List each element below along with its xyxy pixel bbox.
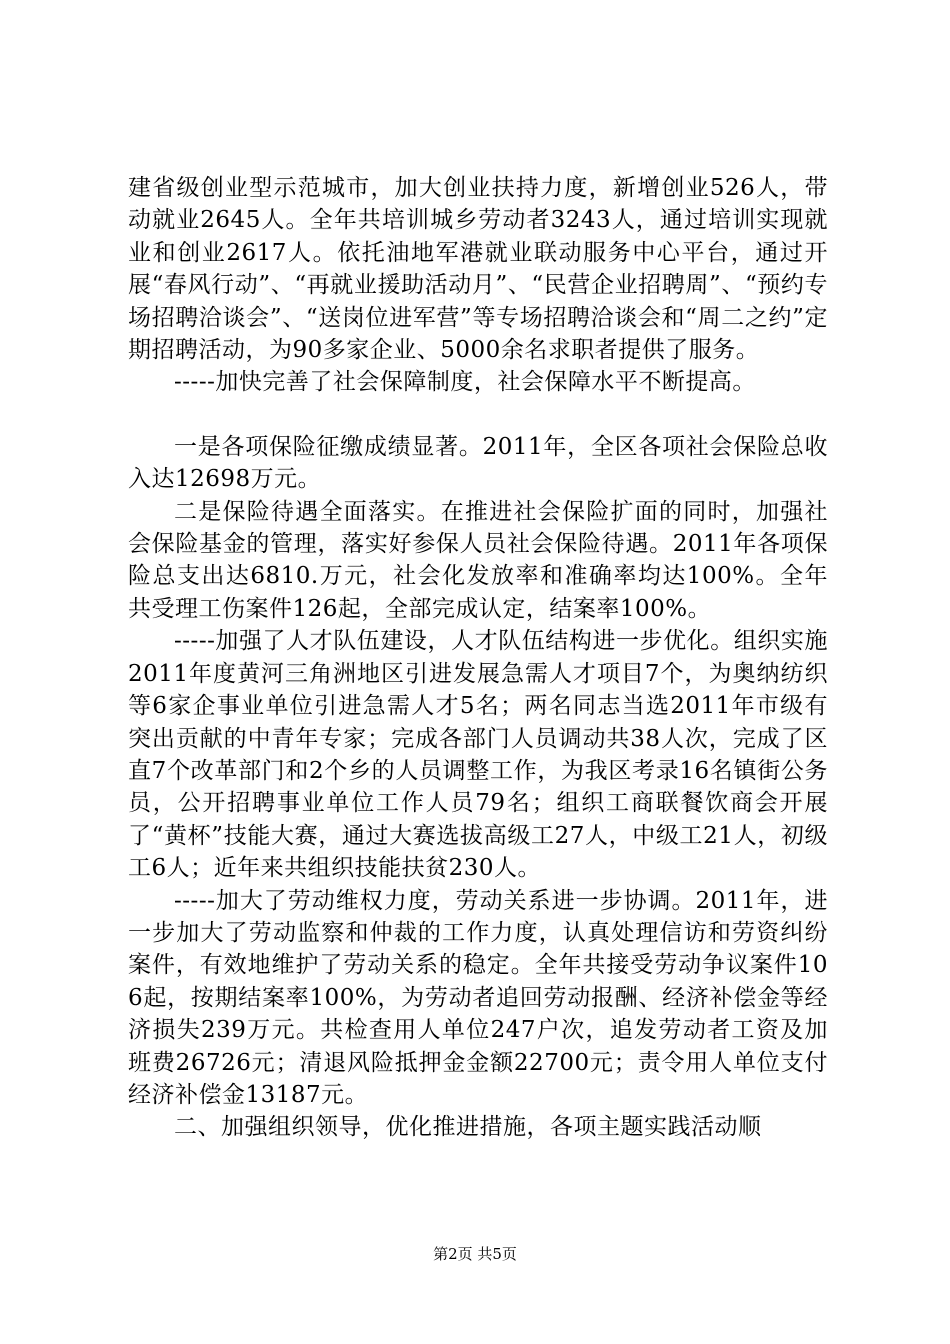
document-body: [128, 172, 828, 1144]
paragraph-insurance-benefits: 二是保险待遇全面落实。在推进社会保险扩面的同时，加强社会保险基金的管理，落实好参保人员社会保险待遇。2011年各项保险总支出达6810.万元，社会化发放率和准确率均达100%。全年共受理工伤案件126起，全部完成认定，结案率100%。: [128, 498, 828, 622]
paragraph-labor-rights: -----加大了劳动维权力度，劳动关系进一步协调。2011年，进一步加大了劳动监察和仲裁的工作力度，认真处理信访和劳资纠纷案件，有效地维护了劳动关系的稳定。全年共接受劳动争议案件106起，按期结案率100%，为劳动者追回劳动报酬、经济补偿金等经济损失239万元。共检查用人单位247户次，追发劳动者工资及加班费26726元；清退风险抵押金金额22700元；责令用人单位支付经济补偿金13187元。: [128, 887, 828, 1108]
paragraph-employment-services: 建省级创业型示范城市，加大创业扶持力度，新增创业526人，带动就业2645人。全年共培训城乡劳动者3243人，通过培训实现就业和创业2617人。依托油地军港就业联动服务中心平台，通过开展“春风行动”、“再就业援助活动月”、“民营企业招聘周”、“预约专场招聘洽谈会”、“送岗位进军营”等专场招聘洽谈会和“周二之约”定期招聘活动，为90多家企业、5000余名求职者提供了服务。: [128, 175, 828, 364]
page-number-label: 第2页 共5页: [433, 1245, 517, 1263]
paragraph-insurance-collection: 一是各项保险征缴成绩显著。2011年，全区各项社会保险总收入达12698万元。: [128, 433, 828, 493]
paragraph-section-two-heading: 二、加强组织领导，优化推进措施，各项主题实践活动顺: [174, 1114, 762, 1141]
paragraph-social-security-heading: -----加快完善了社会保障制度，社会保障水平不断提高。: [174, 369, 756, 396]
paragraph-talent-team: -----加强了人才队伍建设，人才队伍结构进一步优化。组织实施2011年度黄河三角洲地区引进发展急需人才项目7个，为奥纳纺织等6家企事业单位引进急需人才5名；两名同志当选2011年市级有突出贡献的中青年专家；完成各部门人员调动共38人次，完成了区直7个改革部门和2个乡的人员调整工作，为我区考录16名镇街公务员，公开招聘事业单位工作人员79名；组织工商联餐饮商会开展了“黄杯”技能大赛，通过大赛选拔高级工27人，中级工21人，初级工6人；近年来共组织技能扶贫230人。: [128, 628, 828, 882]
page-footer: [0, 1244, 950, 1264]
